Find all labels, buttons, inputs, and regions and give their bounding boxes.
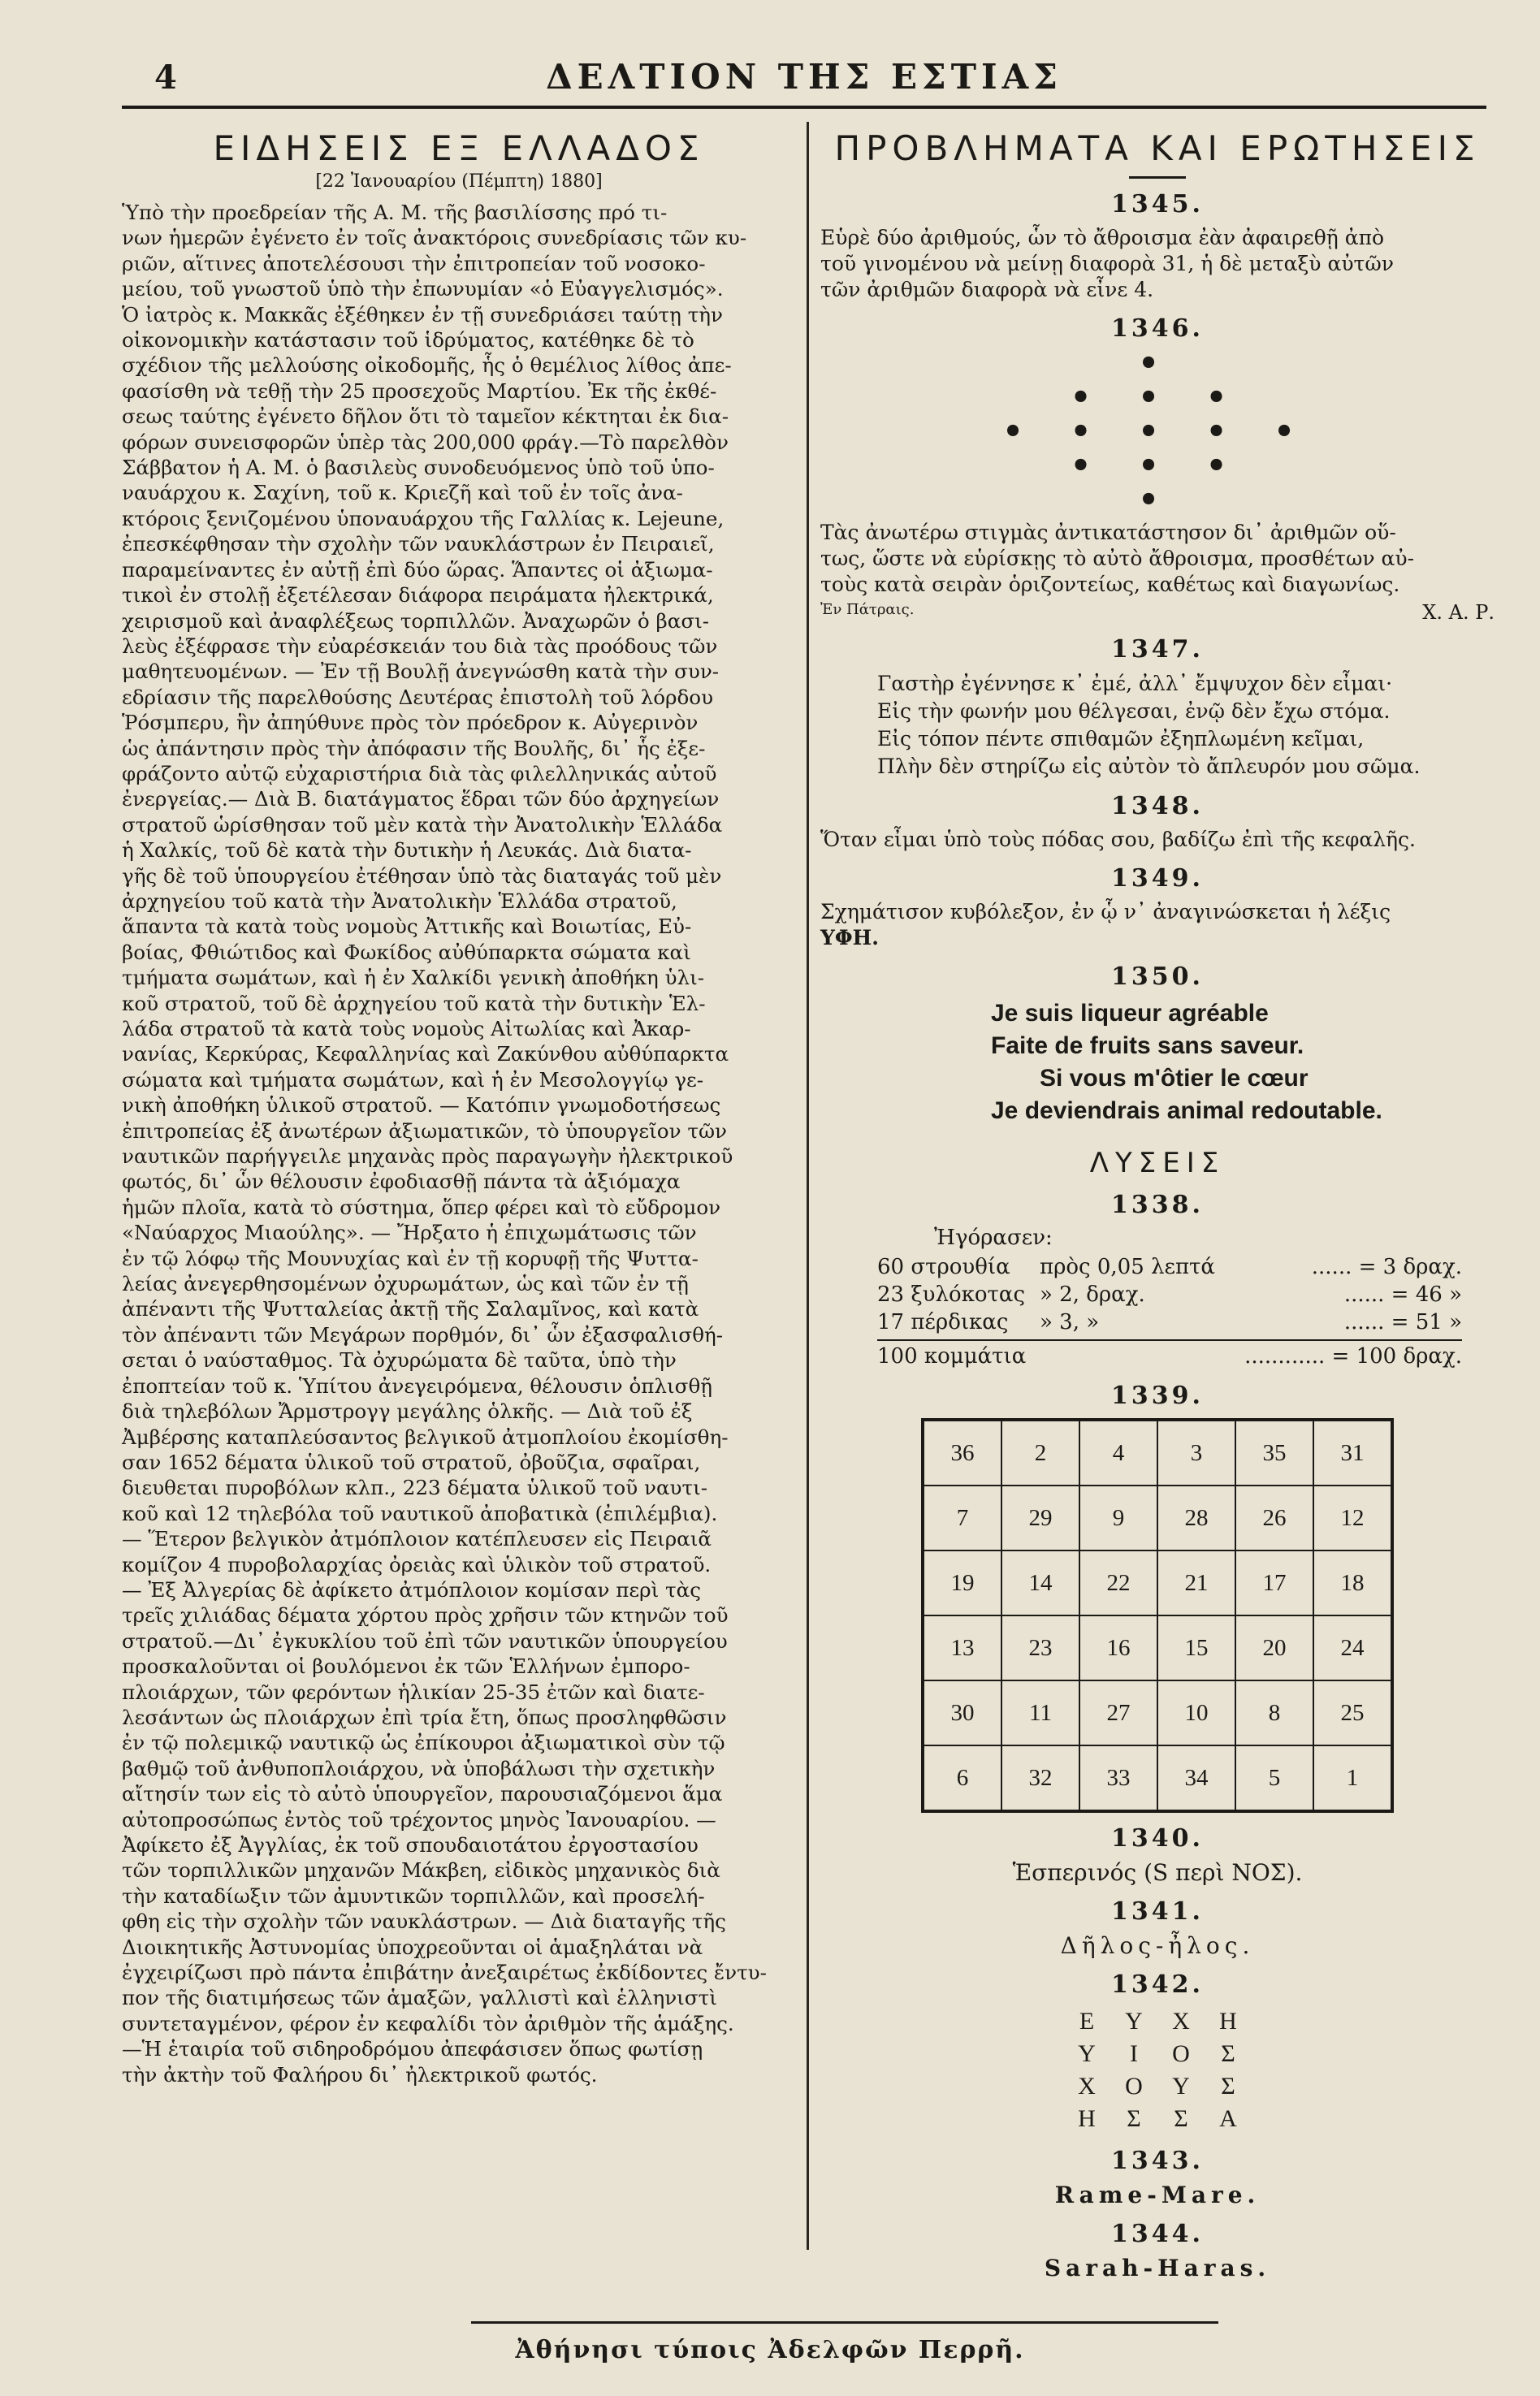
grid-cell: 27 xyxy=(1079,1680,1157,1745)
solutions-title: ΛΥΣΕΙΣ xyxy=(1089,1147,1226,1179)
grid-cell: 22 xyxy=(1079,1550,1157,1615)
news-column xyxy=(122,122,796,2250)
letter-cell: Η xyxy=(1219,2008,1237,2035)
text-line: φθη εἰς τὴν σχολὴν τῶν ναυκλάστρων. — Διὰ διαταγῆς τῆς xyxy=(122,1909,726,1934)
french-riddle xyxy=(820,997,1495,1127)
header-rule xyxy=(122,106,1486,109)
text-line: σαν 1652 δέματα ὑλικοῦ τοῦ στρατοῦ, ὀβοῦζια, σφαῖραι, xyxy=(122,1450,701,1474)
text-line: Ἀμβέρσης καταπλεύσαντος βελγικοῦ ἀτμοπλοίου ἐκομίσθη- xyxy=(122,1425,729,1449)
text-line: γῆς δὲ τοῦ ὑπουργείου ἐτέθησαν ὑπὸ τὰς διαταγάς τοῦ μὲν xyxy=(122,863,722,888)
text-line: Διοικητικῆς Ἀστυνομίας ὑποχρεοῦνται οἱ ἁμαξηλάται νὰ xyxy=(122,1935,703,1959)
verse-line: Je deviendrais animal redoutable. xyxy=(991,1097,1382,1124)
solution-answer: Ἑσπερινός (S περὶ ΝΟΣ). xyxy=(1012,1859,1303,1886)
grid-cell: 35 xyxy=(1235,1420,1313,1486)
problem-number: 1347. xyxy=(1111,635,1204,664)
text-line: λάδα στρατοῦ τὰ κατὰ τοὺς νομοὺς Αἰτωλίας καὶ Ἀκαρ- xyxy=(122,1017,691,1040)
grid-cell: 20 xyxy=(1235,1615,1313,1680)
letter-cell: Ε xyxy=(1079,2008,1095,2035)
grid-cell: 17 xyxy=(1235,1550,1313,1615)
grid-cell: 13 xyxy=(923,1615,1001,1680)
verse-line: Πλὴν δὲν στηρίζω εἰς αὐτὸν τὸ ἄπλευρόν μου σῶμα. xyxy=(877,755,1421,778)
grid-cell: 33 xyxy=(1079,1745,1157,1811)
grid-cell: 36 xyxy=(923,1420,1001,1486)
text-line: «Ναύαρχος Μιαούλης». — Ἤρξατο ἡ ἐπιχωμάτωσις τῶν xyxy=(122,1221,697,1245)
dot-row: • xyxy=(1138,344,1177,383)
text-line: τῶν ἀριθμῶν διαφορὰ νὰ εἶνε 4. xyxy=(820,278,1154,301)
text-line: λείας ἀνεγερθησομένων ὀχυρωμάτων, ὡς καὶ τῶν ἐν τῇ xyxy=(122,1272,689,1296)
grid-row xyxy=(923,1550,1392,1615)
problem-text xyxy=(820,225,1495,303)
grid-cell: 3 xyxy=(1157,1420,1235,1486)
text-line: τοῦ γινομένου νὰ μείνῃ διαφορὰ 31, ἡ δὲ μεταξὺ αὐτῶν xyxy=(820,252,1394,275)
problem-number: 1345. xyxy=(1111,190,1204,218)
grid-row xyxy=(1063,2103,1252,2135)
verse-line: Si vous m'ôtier le cœur xyxy=(1040,1065,1309,1092)
purchase-price: » 2, δραχ. xyxy=(1040,1282,1145,1307)
grid-cell: 14 xyxy=(1001,1550,1079,1615)
problem-text: Ὅταν εἶμαι ὑπὸ τοὺς πόδας σου, βαδίζω ἐπὶ τῆς κεφαλῆς. xyxy=(820,828,1416,851)
text-line: Ἀφίκετο ἐξ Ἀγγλίας, ἐκ τοῦ σπουδαιοτάτου ἐργοστασίου xyxy=(122,1833,699,1857)
grid-row xyxy=(1063,2005,1252,2038)
grid-row xyxy=(923,1420,1392,1486)
solution-number: 1343. xyxy=(1111,2147,1204,2175)
signature-place: Ἐν Πάτραις. xyxy=(820,601,915,618)
letter-cell: Ι xyxy=(1130,2040,1138,2067)
letter-cell: Α xyxy=(1219,2105,1237,2132)
text-line: — Ἐξ Ἀλγερίας δὲ ἀφίκετο ἀτμόπλοιον κομίσαν περὶ τὰς xyxy=(122,1577,702,1602)
text-line: —Ἡ ἑταιρία τοῦ σιδηροδρόμου ἀπεφάσισεν ὅπως φωτίσῃ xyxy=(122,2037,703,2061)
text-line: ἐνεργείας.— Διὰ Β. διατάγματος ἕδραι τῶν δύο ἀρχηγείων xyxy=(122,787,720,811)
grid-cell: 1 xyxy=(1313,1745,1392,1811)
magic-square xyxy=(921,1418,1394,1813)
text-line: τικοὶ ἐν στολῇ ἐξετέλεσαν διάφορα πειράματα ἠλεκτρικά, xyxy=(122,583,714,608)
dot-row: • xyxy=(1138,481,1177,519)
letter-cell: Ο xyxy=(1172,2040,1190,2067)
grid-row xyxy=(923,1745,1392,1811)
text-line: φωτός, δι᾽ ὧν θέλουσιν ἐφοδιασθῇ πάντα τὰ ἀξιόμαχα xyxy=(122,1170,681,1194)
text-line: προσκαλοῦνται οἱ βουλόμενοι ἐκ τῶν Ἑλλήνων ἐμπορο- xyxy=(122,1654,690,1679)
short-rule xyxy=(1129,176,1186,179)
column-divider xyxy=(807,122,809,2250)
grid-cell: 23 xyxy=(1001,1615,1079,1680)
verse-line: Faite de fruits sans saveur. xyxy=(991,1032,1304,1059)
text-line: χειρισμοῦ καὶ ἀναφλέξεως τορπιλλῶν. Ἀναχωρῶν ὁ βασι- xyxy=(122,608,710,633)
text-line: Ὑπὸ τὴν προεδρείαν τῆς Α. Μ. τῆς βασιλίσσης πρό τι- xyxy=(122,201,668,224)
purchase-sum: ...... = 3 δραχ. xyxy=(1311,1255,1462,1279)
text-line: κοῦ στρατοῦ, τοῦ δὲ ἀρχηγείου τοῦ κατὰ τὴν δυτικὴν Ἑλ- xyxy=(122,991,706,1015)
text-line: λεὺς ἐξέφρασε τὴν εὐαρέσκειάν του διὰ τὰς προόδους τῶν xyxy=(122,634,718,658)
text-line: παραμείναντες ἐν αὐτῇ ἐπὶ δύο ὥρας. Ἅπαντες οἱ ἀξιωμα- xyxy=(122,557,713,582)
solution-answer: Δῆλος-ἦλος. xyxy=(1060,1932,1255,1959)
purchase-row xyxy=(877,1308,1462,1336)
dot-diagram xyxy=(820,344,1495,519)
purchase-item: 60 στρουθία xyxy=(877,1255,1010,1279)
grid-cell: 5 xyxy=(1235,1745,1313,1811)
solution-number: 1340. xyxy=(1111,1824,1204,1853)
purchase-row xyxy=(877,1253,1462,1281)
text-line: κτόροις ξενιζομένου ὑποναυάρχου τῆς Γαλλίας κ. Lejeune, xyxy=(122,506,725,530)
text-line: ἡμῶν πλοῖα, κατὰ τὸ σύστημα, ὅπερ φέρει καὶ τὸ εὔδρομον xyxy=(122,1195,721,1219)
text-line: τως, ὥστε νὰ εὑρίσκῃς τὸ αὐτὸ ἄθροισμα, προσθέτων αὐ- xyxy=(820,547,1415,570)
purchase-price: » 3, » xyxy=(1040,1310,1100,1334)
verse-line: Εἰς τὴν φωνήν μου θέλγεσαι, ἐνῷ δὲν ἔχω στόμα. xyxy=(877,699,1391,723)
text-line: πον τῆς διατιμήσεως τῶν ἁμαξῶν, γαλλιστὶ καὶ ἑλληνιστὶ xyxy=(122,1986,717,2010)
text-line: στρατοῦ ὡρίσθησαν τοῦ μὲν κατὰ τὴν Ἀνατολικὴν Ἑλλάδα xyxy=(122,812,723,837)
text-line: νικὴ ἀποθήκη ὑλικοῦ στρατοῦ. — Κατόπιν γνωμοδοτήσεως xyxy=(122,1093,721,1118)
text-line: αὐτοπροσώπως ἐντὸς τοῦ τρέχοντος μηνὸς Ἰανουαρίου. — xyxy=(122,1807,716,1832)
purchase-table xyxy=(877,1253,1462,1370)
text-line: ἐγχειρίζωσι πρὸ πάντα ἐπιβάτην ἀνεξαιρέτως ἐκδίδοντες ἔντυ- xyxy=(122,1961,767,1985)
text-line: αἴτησίν των εἰς τὸ αὐτὸ ὑπουργεῖον, παρουσιαζόμενοι ἅμα xyxy=(122,1782,723,1806)
grid-cell: 11 xyxy=(1001,1680,1079,1745)
dot-row: • • • xyxy=(1070,447,1245,485)
text-line: ναυτικῶν παρήγγειλε μηχανὰς πρὸς παραγωγὴν ἠλεκτρικοῦ xyxy=(122,1144,733,1169)
word-square xyxy=(1063,2005,1252,2135)
grid-cell: 31 xyxy=(1313,1420,1392,1486)
purchase-row xyxy=(877,1281,1462,1308)
text-line: ἡ Χαλκίς, τοῦ δὲ κατὰ τὴν δυτικὴν ἡ Λευκάς. Διὰ διατα- xyxy=(122,838,692,863)
text-line: Ὁ ἰατρὸς κ. Μακκᾶς ἐξέθηκεν ἐν τῇ συνεδριάσει ταύτῃ τὴν xyxy=(122,302,723,327)
text-line: μαθητευομένων. — Ἐν τῇ Βουλῇ ἀνεγνώσθη κατὰ τὴν συν- xyxy=(122,660,720,684)
text-line: Σχημάτισον κυβόλεξον, ἐν ᾧ ν᾽ ἀναγινώσκεται ἡ λέξις xyxy=(820,900,1391,923)
text-line: τμήματα σωμάτων, καὶ ἡ ἐν Χαλκίδι γενικὴ ἀποθήκη ὑλι- xyxy=(122,966,705,990)
problem-text xyxy=(820,899,1495,951)
news-section-title: ΕΙΔΗΣΕΙΣ ΕΞ ΕΛΛΑΔΟΣ xyxy=(213,128,705,168)
text-line: οἰκονομικὴν κατάστασιν τοῦ ἱδρύματος, κατέθηκε δὲ τὸ xyxy=(122,328,694,352)
letter-cell: Υ xyxy=(1125,2008,1143,2035)
text-line: σεως ταύτης ἐγένετο δῆλον ὅτι τὸ ταμεῖον κέκτηται ἐκ δια- xyxy=(122,404,729,429)
purchase-total xyxy=(877,1339,1462,1370)
grid-cell: 6 xyxy=(923,1745,1001,1811)
text-line: ἀπέναντι τῆς Ψυτταλείας ἀκτῇ τῆς Σαλαμῖνος, καὶ κατὰ xyxy=(122,1297,699,1321)
signature-author: Χ. Α. Ρ. xyxy=(1422,601,1495,624)
text-line: ἐν τῷ πολεμικῷ ναυτικῷ ὡς ἐπίκουροι ἀξιωματικοὶ σὺν τῷ xyxy=(122,1731,725,1755)
purchase-price: πρὸς 0,05 λεπτά xyxy=(1040,1255,1215,1279)
text-line: ἐν τῷ λόφῳ τῆς Μουνυχίας καὶ ἐν τῇ κορυφῇ τῆς Ψυττα- xyxy=(122,1246,699,1270)
letter-cell: Υ xyxy=(1078,2040,1096,2067)
letter-cell: Σ xyxy=(1127,2105,1141,2132)
grid-cell: 24 xyxy=(1313,1615,1392,1680)
text-line: ἐποπτείαν τοῦ κ. Ὑπίτου ἀνεγειρόμενα, θέλουσιν ὁπλισθῇ xyxy=(122,1373,712,1398)
text-line: τρεῖς χιλιάδας δέματα χόρτου πρὸς χρῆσιν τῶν κτηνῶν τοῦ xyxy=(122,1603,729,1628)
problem-number: 1349. xyxy=(1111,864,1204,893)
text-line: κομίζον 4 πυροβολαρχίας ὀρειὰς καὶ ὑλικὸν τοῦ στρατοῦ. xyxy=(122,1552,712,1576)
grid-cell: 32 xyxy=(1001,1745,1079,1811)
printer-imprint: Ἀθήνησι τύποις Ἀδελφῶν Περρῆ. xyxy=(515,2336,1025,2364)
solution-number: 1339. xyxy=(1111,1382,1204,1410)
text-line: διευθεται πυροβόλων κλπ., 223 δέματα ὑλικοῦ τοῦ ναυτι- xyxy=(122,1476,708,1500)
purchase-item: 17 πέρδικας xyxy=(877,1310,1009,1334)
solution-number: 1344. xyxy=(1111,2220,1204,2248)
problem-number: 1346. xyxy=(1111,314,1204,343)
text-line: διὰ τηλεβόλων Ἄρμστρογγ μεγάλης ὁλκῆς. — Διὰ τοῦ ἐξ xyxy=(122,1399,693,1424)
grid-cell: 7 xyxy=(923,1486,1001,1550)
text-line: σχέδιον τῆς μελλούσης οἰκοδομῆς, ἧς ὁ θεμέλιος λίθος ἀπε- xyxy=(122,353,732,378)
purchase-sum: ...... = 46 » xyxy=(1343,1282,1462,1307)
grid-cell: 34 xyxy=(1157,1745,1235,1811)
grid-row xyxy=(923,1680,1392,1745)
text-line: τὴν καταδίωξιν τῶν ἀμυντικῶν τορπιλλῶν, καὶ προσελή- xyxy=(122,1883,705,1908)
problems-section-title: ΠΡΟΒΛΗΜΑΤΑ ΚΑΙ ΕΡΩΤΗΣΕΙΣ xyxy=(834,128,1481,168)
riddle-verse xyxy=(820,670,1495,781)
problem-text xyxy=(820,520,1495,598)
running-title: ΔΕΛΤΙΟΝ ΤΗΣ ΕΣΤΙΑΣ xyxy=(546,57,1062,97)
text-line: λεσάντων ὡς πλοιάρχων ἐπὶ τρία ἔτη, ὅπως προσληφθῶσιν xyxy=(122,1705,727,1729)
news-dateline: [22 Ἰανουαρίου (Πέμπτη) 1880] xyxy=(315,171,603,192)
text-line: κοῦ καὶ 12 τηλεβόλα τοῦ ναυτικοῦ ἀποβατικὰ (ἐπιλέμβια). xyxy=(122,1501,718,1525)
grid-cell: 25 xyxy=(1313,1680,1392,1745)
letter-cell: Υ xyxy=(1172,2073,1190,2100)
text-line: ριῶν, αἵτινες ἀποτελέσουσι τὴν ἐπιτροπείαν τοῦ νοσοκο- xyxy=(122,251,706,275)
grid-cell: 26 xyxy=(1235,1486,1313,1550)
letter-cell: Σ xyxy=(1221,2040,1235,2067)
verse-line: Εἰς τόπον πέντε σπιθαμῶν ἐξηπλωμένη κεῖμαι, xyxy=(877,727,1365,750)
text-line: Ῥόσμπερυ, ἣν ἀπηύθυνε πρὸς τὸν πρόεδρον κ. Αὐγερινὸν xyxy=(122,711,699,735)
letter-cell: Η xyxy=(1078,2105,1096,2132)
text-line: φασίσθη νὰ τεθῇ τὴν 25 προσεχοῦς Μαρτίου. Ἐκ τῆς ἐκθέ- xyxy=(122,378,717,403)
text-line: τὴν ἀκτὴν τοῦ Φαλήρου δι᾽ ἠλεκτρικοῦ φωτός. xyxy=(122,2062,598,2087)
grid-cell: 30 xyxy=(923,1680,1001,1745)
text-line: Τὰς ἀνωτέρω στιγμὰς ἀντικατάστησον δι᾽ ἀριθμῶν οὕ- xyxy=(820,521,1396,544)
letter-cell: Σ xyxy=(1221,2073,1235,2100)
grid-cell: 4 xyxy=(1079,1420,1157,1486)
purchase-sum: ...... = 51 » xyxy=(1343,1310,1462,1334)
problem-number: 1350. xyxy=(1111,962,1204,991)
text-line: συντεταγμένον, φέρον ἐν κεφαλίδι τὸν ἀριθμὸν τῆς ἁμάξης. xyxy=(122,2011,734,2035)
solution-answer: Sarah-Haras. xyxy=(1044,2255,1271,2281)
solution-number: 1338. xyxy=(1111,1191,1204,1219)
grid-cell: 29 xyxy=(1001,1486,1079,1550)
page-header xyxy=(122,50,1486,107)
text-line: φράζοντο αὐτῷ εὐχαριστήρια διὰ τὰς φιλελληνικάς αὐτοῦ xyxy=(122,761,717,785)
text-line: στρατοῦ.—Δι᾽ ἐγκυκλίου τοῦ ἐπὶ τῶν ναυτικῶν ὑπουργείου xyxy=(122,1628,728,1653)
dot-row: • • • • • xyxy=(1002,413,1313,451)
text-line: μείου, τοῦ γνωστοῦ ὑπὸ τὴν ἐπωνυμίαν «ὁ Εὐαγγελισμός». xyxy=(122,277,724,301)
problem-word: ΥΦΗ. xyxy=(820,926,879,949)
news-body xyxy=(122,200,796,2087)
text-line: βοίας, Φθιώτιδος καὶ Φωκίδος αὐθύπαρκτα σώματα καὶ xyxy=(122,940,691,964)
text-line: ἐπιτροπείας ἐξ ἀνωτέρων ἀξιωματικῶν, τὸ ὑπουργεῖον τῶν xyxy=(122,1118,727,1143)
text-line: τῶν τορπιλλικῶν μηχανῶν Μάκβεη, εἰδικὸς μηχανικὸς διὰ xyxy=(122,1858,720,1883)
grid-row xyxy=(923,1486,1392,1550)
bought-label: Ἠγόρασεν: xyxy=(934,1226,1053,1250)
text-line: βαθμῷ τοῦ ἀνθυποπλοιάρχου, νὰ ὑποβάλωσι τὴν σχετικὴν xyxy=(122,1756,716,1780)
text-line: νανίας, Κερκύρας, Κεφαλληνίας καὶ Ζακύνθου αὐθύπαρκτα xyxy=(122,1042,729,1066)
letter-cell: Χ xyxy=(1172,2008,1190,2035)
text-line: Σάββατον ἡ Α. Μ. ὁ βασιλεὺς συνοδευόμενος ὑπὸ τοῦ ὑπο- xyxy=(122,456,715,480)
text-line: τοὺς κατὰ σειρὰν ὁριζοντείως, καθέτως καὶ διαγωνίως. xyxy=(820,573,1400,596)
verse-line: Je suis liqueur agréable xyxy=(991,1000,1269,1027)
text-line: εδρίασιν τῆς παρελθούσης Δευτέρας ἐπιστολὴ τοῦ λόρδου xyxy=(122,685,714,709)
letter-cell: Ο xyxy=(1125,2073,1143,2100)
signature xyxy=(820,601,1495,624)
grid-cell: 2 xyxy=(1001,1420,1079,1486)
grid-row xyxy=(1063,2038,1252,2070)
dot-row: • • • xyxy=(1070,378,1245,417)
text-line: ἀρχηγείου τοῦ κατὰ τὴν Ἀνατολικὴν Ἑλλάδα στρατοῦ, xyxy=(122,889,677,913)
text-line: — Ἕτερον βελγικὸν ἀτμόπλοιον κατέπλευσεν εἰς Πειραιᾶ xyxy=(122,1527,712,1551)
text-line: φόρων συνεισφορῶν ὑπὲρ τὰς 200,000 φράγ.—Τὸ παρελθὸν xyxy=(122,430,729,454)
grid-cell: 15 xyxy=(1157,1615,1235,1680)
purchase-item: 23 ξυλόκοτας xyxy=(877,1282,1026,1307)
letter-cell: Σ xyxy=(1174,2105,1188,2132)
text-line: πλοιάρχων, τῶν φερόντων ἡλικίαν 25-35 ἐτῶν καὶ διατε- xyxy=(122,1680,705,1704)
grid-cell: 16 xyxy=(1079,1615,1157,1680)
solution-number: 1341. xyxy=(1111,1897,1204,1926)
text-line: τὸν ἀπέναντι τῶν Μεγάρων πορθμόν, δι᾽ ὧν ἐξασφαλισθή- xyxy=(122,1322,724,1347)
text-line: νων ἡμερῶν ἐγένετο ἐν τοῖς ἀνακτόροις συνεδρίασις τῶν κυ- xyxy=(122,226,747,250)
grid-cell: 19 xyxy=(923,1550,1001,1615)
grid-cell: 9 xyxy=(1079,1486,1157,1550)
solution-number: 1342. xyxy=(1111,1970,1204,1999)
grid-cell: 28 xyxy=(1157,1486,1235,1550)
letter-cell: Χ xyxy=(1078,2073,1096,2100)
footer-rule xyxy=(471,2321,1218,2324)
grid-cell: 10 xyxy=(1157,1680,1235,1745)
grid-cell: 18 xyxy=(1313,1550,1392,1615)
verse-line: Γαστὴρ ἐγέννησε κ᾽ ἐμέ, ἀλλ᾽ ἔμψυχον δὲν εἶμαι· xyxy=(877,672,1393,695)
grid-cell: 8 xyxy=(1235,1680,1313,1745)
text-line: ναυάρχου κ. Σαχίνη, τοῦ κ. Κριεζῆ καὶ τοῦ ἐν τοῖς ἀνα- xyxy=(122,481,683,505)
text-line: Εὑρὲ δύο ἀριθμούς, ὧν τὸ ἄθροισμα ἐὰν ἀφαιρεθῇ ἀπὸ xyxy=(820,226,1385,249)
problems-column xyxy=(820,122,1495,2281)
text-line: ἐπεσκέφθησαν τὴν σχολὴν τῶν ναυκλάστρων ἐν Πειραιεῖ, xyxy=(122,532,715,556)
problem-number: 1348. xyxy=(1111,792,1204,820)
grid-cell: 12 xyxy=(1313,1486,1392,1550)
page-number: 4 xyxy=(154,58,177,97)
text-line: σώματα καὶ τμήματα σωμάτων, καὶ ἡ ἐν Μεσολογγίῳ γε- xyxy=(122,1067,704,1092)
text-line: ὡς ἀπάντησιν πρὸς τὴν ἀπόφασιν τῆς Βουλῆς, δι᾽ ἧς ἐξε- xyxy=(122,736,706,760)
grid-row xyxy=(923,1615,1392,1680)
solution-answer: Rame-Mare. xyxy=(1054,2182,1261,2208)
grid-row xyxy=(1063,2070,1252,2103)
text-line: σεται ὁ ναύσταθμος. Τὰ ὀχυρώματα δὲ ταῦτα, ὑπὸ τὴν xyxy=(122,1348,677,1373)
text-line: ἅπαντα τὰ κατὰ τοὺς νομοὺς Ἀττικῆς καὶ Βοιωτίας, Εὐ- xyxy=(122,915,692,939)
total-sum: ............ = 100 δραχ. xyxy=(1244,1344,1462,1369)
grid-cell: 21 xyxy=(1157,1550,1235,1615)
total-label: 100 κομμάτια xyxy=(877,1344,1027,1369)
